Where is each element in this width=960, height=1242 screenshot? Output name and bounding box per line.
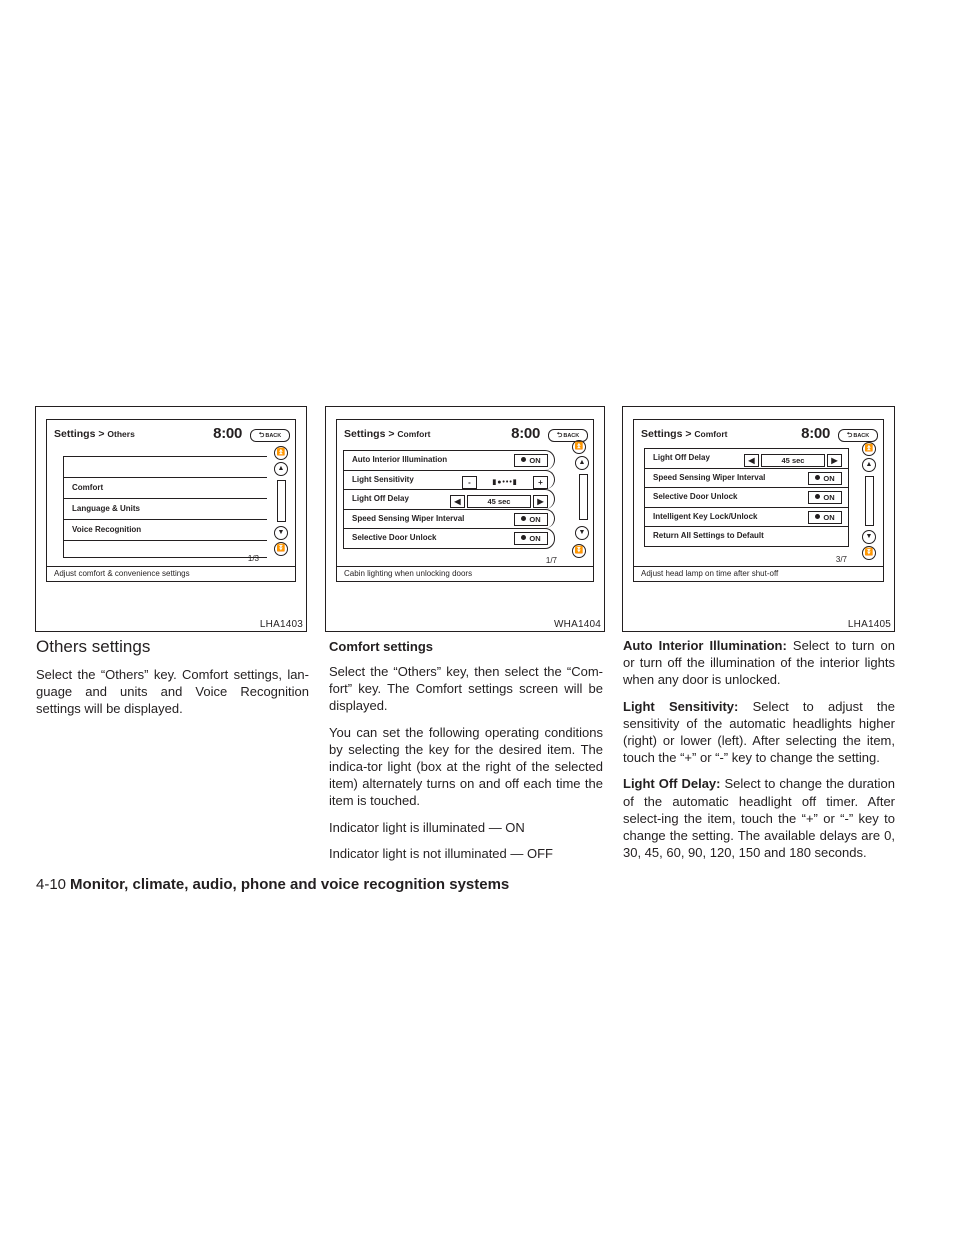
page-footer	[36, 876, 509, 893]
double-up-arrow-icon[interactable]: ⏫	[274, 446, 288, 460]
breadcrumb: Settings > Comfort	[641, 428, 728, 440]
list-item-language-units[interactable]: Language & Units	[63, 498, 267, 519]
scrollbar[interactable]	[861, 442, 877, 554]
increase-arrow-icon[interactable]: ▶	[827, 454, 842, 467]
breadcrumb: Settings > Others	[54, 428, 135, 440]
increase-arrow-icon[interactable]: ▶	[533, 495, 548, 508]
scrollbar[interactable]	[273, 446, 289, 558]
back-button[interactable]: ⮌BACK	[250, 429, 290, 442]
decrease-arrow-icon[interactable]: ◀	[450, 495, 465, 508]
paragraph: Indicator light is illuminated — ON	[329, 819, 525, 835]
decrease-arrow-icon[interactable]: ◀	[744, 454, 759, 467]
clock: 8:00	[213, 425, 242, 442]
paragraph: Select the “Others” key, then select the “Com-fort” key. The Comfort settings screen will be displayed.	[329, 664, 603, 714]
list-item-selective-door-unlock[interactable]: Selective Door Unlock ON	[343, 528, 555, 549]
figure-code: WHA1404	[554, 619, 601, 630]
list-item-light-off-delay[interactable]: Light Off Delay ◀ 45 sec ▶	[343, 489, 555, 509]
paragraph: Light Off Delay: Select to change the duration of the automatic headlight off timer. After select-ing the item, touch the “+” or “-” key to change the setting. The available delays are 0, 30, 45, 60, 90, 120, 150 and 180 seconds.	[623, 776, 895, 861]
down-arrow-icon[interactable]: ▼	[274, 526, 288, 540]
scroll-track[interactable]	[865, 476, 874, 526]
list-item-light-sensitivity[interactable]: Light Sensitivity - ▮●•••▮ +	[343, 470, 555, 490]
back-arrow-icon: ⮌	[846, 432, 853, 439]
double-up-arrow-icon[interactable]: ⏫	[862, 442, 876, 456]
figure-code: LHA1405	[847, 619, 891, 630]
settings-list	[63, 456, 267, 558]
column-descriptions	[623, 637, 895, 870]
scroll-track[interactable]	[579, 474, 588, 520]
term: Light Off Delay:	[623, 776, 721, 792]
scroll-track[interactable]	[277, 480, 286, 522]
paragraph: Auto Interior Illumination: Select to turn on or turn off the illumination of the interior lights when any door is unlocked.	[623, 638, 895, 688]
list-item-return-defaults[interactable]: Return All Settings to Default	[644, 526, 849, 547]
list-item-auto-interior-illumination[interactable]: Auto Interior Illumination ON	[343, 450, 555, 470]
list-item-intelligent-key[interactable]: Intelligent Key Lock/Unlock ON	[644, 507, 849, 527]
figure-comfort-screen-1	[325, 406, 605, 632]
display-screen	[633, 419, 884, 582]
minus-button[interactable]: -	[462, 476, 477, 489]
paragraph: You can set the following operating conditions by selecting the key for the desired item. The indica-tor light (box at the right of the selected item) alternately turns on and off each time the item is touched.	[329, 724, 603, 809]
double-up-arrow-icon[interactable]: ⏫	[572, 440, 586, 454]
delay-value: 45 sec	[467, 495, 531, 508]
scrollbar[interactable]	[571, 440, 587, 552]
on-indicator: ON	[514, 513, 548, 526]
breadcrumb: Settings > Comfort	[344, 428, 431, 440]
sensitivity-level: ▮●•••▮	[492, 478, 518, 486]
page-number: 4-10	[36, 876, 67, 893]
plus-button[interactable]: +	[533, 476, 548, 489]
clock: 8:00	[511, 425, 540, 442]
back-arrow-icon: ⮌	[258, 432, 265, 439]
page-indicator: 1/3	[247, 554, 259, 563]
display-screen	[336, 419, 594, 582]
screen-footer: Cabin lighting when unlocking doors	[337, 566, 593, 581]
screen-footer: Adjust head lamp on time after shut-off	[634, 566, 883, 581]
up-arrow-icon[interactable]: ▲	[274, 462, 288, 476]
on-indicator: ON	[514, 454, 548, 467]
chapter-title: Monitor, climate, audio, phone and voice recognition systems	[70, 876, 510, 893]
down-arrow-icon[interactable]: ▼	[575, 526, 589, 540]
screen-header	[54, 425, 290, 443]
term: Auto Interior Illumination:	[623, 638, 787, 653]
up-arrow-icon[interactable]: ▲	[575, 456, 589, 470]
list-item[interactable]	[63, 540, 267, 558]
section-heading: Others settings	[36, 637, 151, 656]
screen-header	[344, 425, 588, 443]
settings-list	[644, 448, 849, 547]
paragraph: Light Sensitivity: Select to adjust the sensitivity of the automatic headlights higher (right) or lower (left). After selecting the item, touch the “+” or “-” key to change the setting.	[623, 698, 895, 766]
back-button[interactable]: ⮌BACK	[548, 429, 588, 442]
delay-value: 45 sec	[761, 454, 825, 467]
down-arrow-icon[interactable]: ▼	[862, 530, 876, 544]
up-arrow-icon[interactable]: ▲	[862, 458, 876, 472]
column-comfort	[329, 637, 603, 871]
term: Light Sensitivity:	[623, 698, 739, 714]
list-item-speed-sensing-wiper[interactable]: Speed Sensing Wiper Interval ON	[644, 468, 849, 488]
figure-comfort-screen-3	[622, 406, 895, 632]
paragraph: Indicator light is not illuminated — OFF	[329, 845, 553, 861]
on-indicator: ON	[514, 532, 548, 545]
on-indicator: ON	[808, 491, 842, 504]
back-button[interactable]: ⮌BACK	[838, 429, 878, 442]
display-screen	[46, 419, 296, 582]
list-item-voice-recognition[interactable]: Voice Recognition	[63, 519, 267, 540]
subsection-heading: Comfort settings	[329, 639, 433, 654]
paragraph: Select the “Others” key. Comfort settings, lan-guage and units and Voice Recognition settings will be displayed.	[36, 667, 309, 717]
list-item-light-off-delay[interactable]: Light Off Delay ◀ 45 sec ▶	[644, 448, 849, 468]
page-indicator: 3/7	[835, 555, 847, 564]
double-down-arrow-icon[interactable]: ⏬	[862, 546, 876, 560]
clock: 8:00	[801, 425, 830, 442]
list-item-speed-sensing-wiper[interactable]: Speed Sensing Wiper Interval ON	[343, 509, 555, 529]
list-item-comfort[interactable]: Comfort	[63, 477, 267, 498]
on-indicator: ON	[808, 472, 842, 485]
double-down-arrow-icon[interactable]: ⏬	[274, 542, 288, 556]
screen-footer: Adjust comfort & convenience settings	[47, 566, 295, 581]
settings-list	[343, 450, 555, 549]
screen-header	[641, 425, 878, 443]
back-arrow-icon: ⮌	[556, 432, 563, 439]
list-item[interactable]	[63, 456, 267, 477]
list-item-selective-door-unlock[interactable]: Selective Door Unlock ON	[644, 487, 849, 507]
figure-others-screen	[35, 406, 307, 632]
page-indicator: 1/7	[545, 556, 557, 565]
column-others	[36, 637, 309, 727]
figure-code: LHA1403	[259, 619, 303, 630]
double-down-arrow-icon[interactable]: ⏬	[572, 544, 586, 558]
on-indicator: ON	[808, 511, 842, 524]
